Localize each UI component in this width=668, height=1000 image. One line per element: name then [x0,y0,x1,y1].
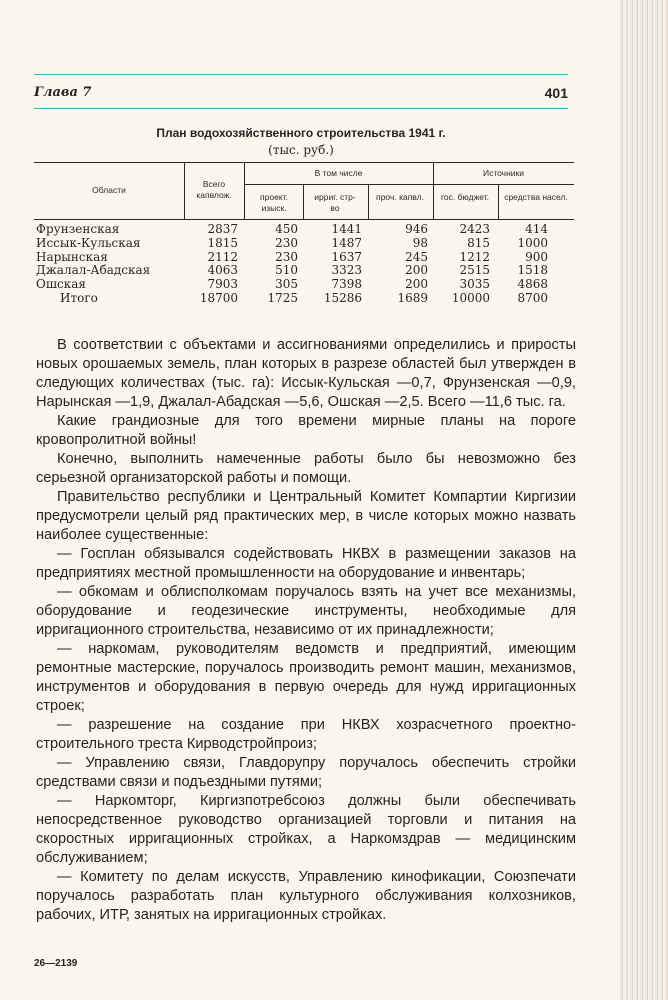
header-other: проч. капвл. [376,192,424,202]
table-body [36,223,576,306]
cell-state-budget: 2423 [459,222,490,236]
list-item: — разрешение на создание при НКВХ хозрасчетного проектно-строительного треста Кирводстройпроиз; [36,717,576,752]
cell-total: 2112 [207,249,238,264]
list-item: — Управлению связи, Главдорупру поручалось обеспечить стройки средствами связи и подъездными путями; [36,755,576,790]
table-rule-bottom [34,219,574,220]
page-edge [620,0,668,1000]
cell-population: 414 [525,222,548,236]
header-total: Всего капвлож. [196,179,232,200]
header-project: проект. изыск. [260,192,288,213]
table-col-divider [498,184,499,219]
table-row [36,251,576,265]
cell-project: 510 [275,263,298,278]
table-total-row [36,292,576,306]
cell-total: 7903 [207,277,238,292]
cell-population: 4868 [517,277,548,292]
region-name: Ошская [36,277,86,292]
table-col-divider [184,162,185,219]
region-name: Джалал-Абадская [36,263,151,278]
cell-population: 8700 [517,290,548,305]
table-rule-top [34,162,574,163]
header-population: средства насел. [504,192,568,202]
region-name: Фрунзенская [36,222,120,236]
list-item: — Наркомторг, Киргизпотребсоюз должны были обеспечивать непосредственное руководство организацией торговли и питания на скоростных ирригационных стройках, а Наркомздрав — медицинским обслуживанием; [36,793,576,866]
paragraph: Правительство республики и Центральный Комитет Компартии Киргизии предусмотрели целый ряд практических мер, в числе которых можно назвать наиболее существенные: [36,489,576,543]
cell-other: 200 [405,277,428,292]
cell-state-budget: 1212 [459,249,490,264]
table-rule-mid [244,184,574,185]
signature-mark: 26—2139 [34,958,78,969]
list-item: — Комитету по делам искусств, Управлению кинофикации, Союзпечати поручалось разработать план культурного обслуживания колхозников, рабочих, ИТР, занятых на ирригационных стройках. [36,869,576,923]
paragraph: Конечно, выполнить намеченные работы было бы невозможно без серьезной организаторской работы и помощи. [36,451,576,486]
chapter-label: Глава 7 [34,85,92,100]
table-row [36,264,576,278]
cell-other: 946 [405,222,428,236]
cell-other: 200 [405,263,428,278]
table-title: План водохозяйственного строительства 1941 г. [156,126,446,140]
header-including: В том числе [314,168,363,178]
cell-total: 18700 [199,290,238,305]
body-text [36,336,576,925]
header-rule-top [34,74,568,75]
header-regions: Области [92,185,126,195]
cell-state-budget: 815 [467,235,490,250]
table-col-divider [368,184,369,219]
table-subtitle: (тыс. руб.) [268,143,334,157]
cell-irrig: 15286 [323,290,362,305]
table-row [36,278,576,292]
paragraph: Какие грандиозные для того времени мирные планы на пороге кровопролитной войны! [36,413,576,448]
list-item: — Госплан обязывался содействовать НКВХ в размещении заказов на предприятиях местной промышленности на оборудование и инвентарь; [36,546,576,581]
cell-total: 4063 [207,263,238,278]
header-irrig: ирриг. стр-во [314,192,356,213]
table-col-divider [303,184,304,219]
paragraph: В соответствии с объектами и ассигнованиями определились и приросты новых орошаемых земель, план которых в разрезе областей был утвержден в следующих количествах (тыс. га): Иссык-Кульская —0,7, Фрунзенская —0,9, Нарынская —1,9, Джалал-Абадская —5,6, Ошская —2,5. Всего —11,6 тыс. га. [36,337,576,410]
cell-population: 1518 [517,263,548,278]
cell-other: 1689 [397,290,428,305]
table-row [36,237,576,251]
region-name: Нарынская [36,249,108,264]
header-state-budget: гос. бюджет. [440,192,490,202]
cell-project: 1725 [267,290,298,305]
page-number: 401 [544,85,568,101]
cell-project: 450 [275,222,298,236]
cell-project: 230 [275,249,298,264]
cell-total: 1815 [207,235,238,250]
cell-other: 245 [405,249,428,264]
cell-state-budget: 3035 [459,277,490,292]
cell-population: 1000 [517,235,548,250]
cell-irrig: 1637 [331,249,362,264]
cell-project: 305 [275,277,298,292]
cell-other: 98 [412,235,428,250]
region-name: Иссык-Кульская [36,235,141,250]
cell-state-budget: 10000 [451,290,490,305]
list-item: — наркомам, руководителям ведомств и предприятий, имеющим ремонтные мастерские, поручалось производить ремонт машин, механизмов, инструментов и оборудования в первую очередь для нужд ирригационных строек; [36,641,576,714]
cell-irrig: 1487 [331,235,362,250]
cell-irrig: 3323 [331,263,362,278]
cell-total: 2837 [207,222,238,236]
table-row [36,223,576,237]
list-item: — обкомам и облисполкомам поручалось взять на учет все механизмы, оборудование и геодезические инструменты, необходимые для ирригационного строительства, независимо от их принадлежности; [36,584,576,638]
header-rule-bottom [34,108,568,109]
cell-project: 230 [275,235,298,250]
cell-population: 900 [525,249,548,264]
total-label: Итого [60,290,98,305]
cell-irrig: 7398 [331,277,362,292]
running-head [34,85,568,105]
header-sources: Источники [482,168,525,178]
cell-irrig: 1441 [331,222,362,236]
cell-state-budget: 2515 [459,263,490,278]
